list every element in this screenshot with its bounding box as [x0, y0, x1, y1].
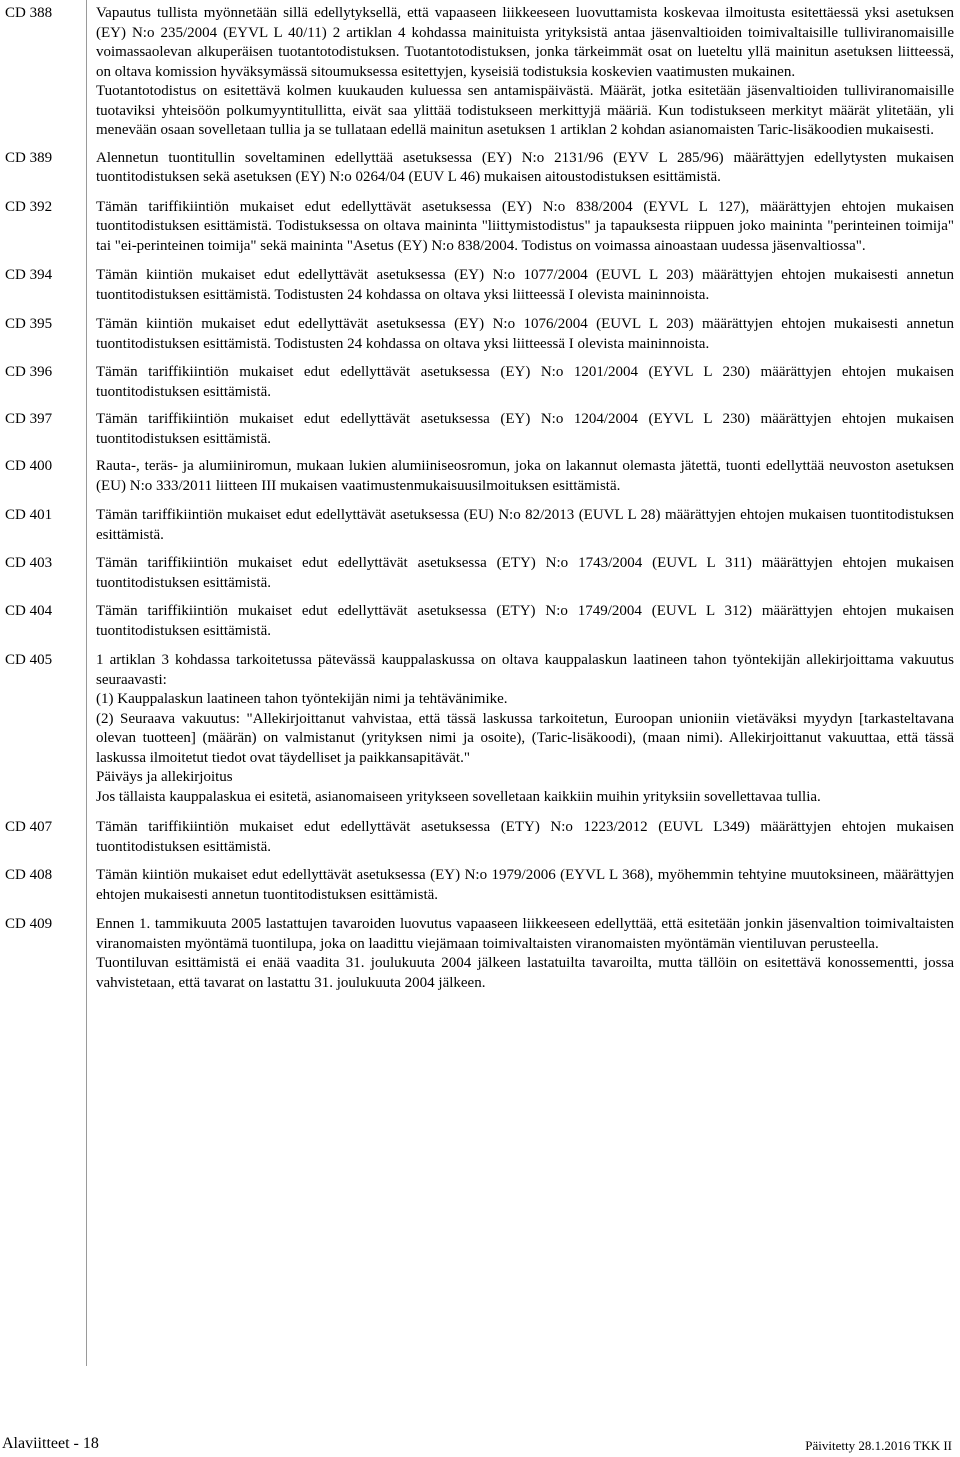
- footnote-paragraph: Tämän kiintiön mukaiset edut edellyttävät asetuksessa (EY) N:o 1077/2004 (EUVL L 203) määrättyjen ehtojen mukaisesti annetun tuontitodistuksen esittämistä. Todistusten 24 kohdassa on oltava yksi liitteessä I olevista maininnoista.: [96, 267, 954, 303]
- footnote-text: [86, 315, 960, 354]
- footnote-paragraph: Tämän tariffikiintiön mukaiset edut edellyttävät asetuksessa (ETY) N:o 1743/2004 (EUVL L 311) määrättyjen ehtojen mukaisen tuontitodistuksen esittämistä.: [96, 555, 954, 591]
- footnote-code: CD 392: [5, 198, 53, 215]
- footnote-entry: [0, 363, 960, 402]
- footnote-code: CD 408: [5, 867, 53, 883]
- footnote-text: [86, 410, 960, 449]
- footnote-entry: [0, 651, 960, 807]
- footnote-code: CD 389: [5, 149, 53, 166]
- footnote-entry: [0, 315, 960, 354]
- footnote-paragraph: (2) Seuraava vakuutus: "Allekirjoittanut vahvistaa, että tässä laskussa tarkoitetun, Euroopan unioniin vietäväksi myydyn [tarkasteltavana olevan tuotteen] (määrän) on valmistanut (yrityksen nimi ja osoite), (Taric-lisäkoodi), (maan nimi). Allekirjoittanut vakuuttaa, että tässä laskussa ilmoitetut tiedot ovat täydelliset ja paikkansapitävät.": [96, 710, 954, 766]
- footnote-text: [86, 198, 960, 257]
- footnote-code: CD 388: [5, 5, 53, 21]
- footnote-code: CD 403: [5, 555, 53, 571]
- footnote-code: CD 396: [5, 364, 53, 380]
- footnote-text: [86, 651, 960, 807]
- footnote-entry: [0, 554, 960, 593]
- footnote-entry: [0, 149, 960, 188]
- footnote-entry: [0, 915, 960, 993]
- footnote-paragraph: Ennen 1. tammikuuta 2005 lastattujen tavaroiden luovutus vapaaseen liikkeeseen edellyttää, että esitetään jonkin jäsenvaltion toimivaltaisten viranomaisten myöntämä tuontilupa, joka on laadittu viejämaan toimivaltaisten viranomaisten myöntämän vientiluvan perusteella.: [96, 916, 954, 952]
- footnote-code: CD 407: [5, 819, 53, 835]
- footnote-text: [86, 363, 960, 402]
- footnote-paragraph: Tämän kiintiön mukaiset edut edellyttävät asetuksessa (EY) N:o 1979/2006 (EYVL L 368), myöhemmin tehtyine muutoksineen, määrättyjen ehtojen mukaisesti annetun tuontitodistuksen esittämistä.: [96, 867, 954, 903]
- footnote-text: [86, 506, 960, 545]
- footnote-paragraph: 1 artiklan 3 kohdassa tarkoitetussa pätevässä kauppalaskussa on oltava kauppalaskun laatineen tahon työntekijän allekirjoittama vakuutus seuraavasti:: [96, 652, 954, 688]
- footnote-paragraph: Jos tällaista kauppalaskua ei esitetä, asianomaiseen yritykseen sovelletaan kaikkiin muihin yrityksiin sovellettavaa tullia.: [96, 788, 821, 805]
- footnote-paragraph: Tuontiluvan esittämistä ei enää vaadita 31. joulukuuta 2004 jälkeen lastatuilta tavaroilta, mutta tällöin on esitettävä konossementti, jossa vahvistetaan, että tavarat on lastattu 31. joulukuuta 2004 jälkeen.: [96, 955, 954, 991]
- footnote-text: [86, 602, 960, 641]
- footnote-text: [86, 266, 960, 305]
- footnote-entry: [0, 410, 960, 449]
- footnote-paragraph: Tämän tariffikiintiön mukaiset edut edellyttävät asetuksessa (EY) N:o 1201/2004 (EYVL L 230) määrättyjen ehtojen mukaisen tuontitodistuksen esittämistä.: [96, 364, 954, 400]
- footnote-text: [86, 915, 960, 993]
- footnote-code: CD 397: [5, 411, 53, 427]
- footnote-entry: [0, 506, 960, 545]
- footnote-entry: [0, 4, 960, 141]
- footnote-code: CD 395: [5, 316, 53, 332]
- footnote-code: CD 409: [5, 916, 53, 932]
- footnote-paragraph: Vapautus tullista myönnetään sillä edellytyksellä, että vapaaseen liikkeeseen luovuttamista koskevaa ilmoitusta esitettäessä yksi asetuksen (EY) N:o 235/2004 (EYVL L 40/11) 2 artiklan 4 kohdassa mainituista yrityksistä antaa jäsenvaltioiden toimivaltaisille tulliviranomaisille voimassaolevan alkuperäisen tuotantotodistuksen. Tuotantotodistuksen, jonka tärkeimmät osat on lueteltu yllä mainitun asetuksen liitteessä, on oltava komission hyväksymässä sitoumuksessa esitettyjen, kyseisiä todistuksia koskevien vaatimusten mukainen.: [96, 5, 954, 80]
- footnote-entry: [0, 198, 960, 257]
- footnote-paragraph: Tämän tariffikiintiön mukaiset edut edellyttävät asetuksessa (ETY) N:o 1749/2004 (EUVL L 312) määrättyjen ehtojen mukaisen tuontitodistuksen esittämistä.: [96, 603, 954, 639]
- footnote-entry: [0, 602, 960, 641]
- footer-updated-date: Päivitetty 28.1.2016 TKK II: [805, 1438, 952, 1453]
- footnote-entry: [0, 818, 960, 857]
- footnote-paragraph: (1) Kauppalaskun laatineen tahon työntekijän nimi ja tehtävänimike.: [96, 691, 508, 707]
- footnote-paragraph: Tämän tariffikiintiön mukaiset edut edellyttävät asetuksessa (EY) N:o 838/2004 (EYVL L 127), määrättyjen ehtojen mukaisen tuontitodistuksen esittämistä. Todistuksessa on oltava maininta "liittymistodistus" ja tapauksesta riippuen joko maininta "perinteinen toimija" tai "ei-perinteinen toimija" sekä maininta "Asetus (EY) N:o 838/2004. Todistus on voimassa ainoastaan uudessa jäsenvaltiossa".: [96, 198, 954, 254]
- footnote-paragraph: Tämän tariffikiintiön mukaiset edut edellyttävät asetuksessa (EU) N:o 82/2013 (EUVL L 28) määrättyjen ehtojen mukaisen tuontitodistuksen esittämistä.: [96, 507, 954, 543]
- footnote-paragraph: Päiväys ja allekirjoitus: [96, 769, 233, 785]
- footnote-entry: [0, 266, 960, 305]
- page-footer: [0, 1432, 960, 1456]
- footnote-code: CD 405: [5, 652, 53, 668]
- footnote-code: CD 404: [5, 603, 53, 619]
- footnote-code: CD 400: [5, 458, 53, 474]
- footnote-text: [86, 554, 960, 593]
- footnote-text: [86, 818, 960, 857]
- footnote-paragraph: Tämän kiintiön mukaiset edut edellyttävät asetuksessa (EY) N:o 1076/2004 (EUVL L 203) määrättyjen ehtojen mukaisesti annetun tuontitodistuksen esittämistä. Todistusten 24 kohdassa on oltava yksi liitteessä I olevista maininnoista.: [96, 316, 954, 352]
- footnote-text: [86, 149, 960, 188]
- footer-section-title: Alaviitteet - 18: [2, 1435, 99, 1452]
- footnote-text: [86, 866, 960, 905]
- footnote-entry: [0, 866, 960, 905]
- footnote-code: CD 394: [5, 267, 53, 283]
- footnote-paragraph: Alennetun tuontitullin soveltaminen edellyttää asetuksessa (EY) N:o 2131/96 (EYV L 285/96) määrättyjen edellytysten mukaisen tuontitodistuksen sekä asetuksen (EY) N:o 0264/04 (EUV L 46) mukaisen aitoustodistuksen esittämistä.: [96, 149, 954, 185]
- footnote-text: [86, 4, 960, 141]
- footnote-text: [86, 457, 960, 496]
- footnote-entry: [0, 457, 960, 496]
- footnote-paragraph: Tämän tariffikiintiön mukaiset edut edellyttävät asetuksessa (ETY) N:o 1223/2012 (EUVL L349) määrättyjen ehtojen mukaisen tuontitodistuksen esittämistä.: [96, 819, 954, 855]
- footnote-paragraph: Tämän tariffikiintiön mukaiset edut edellyttävät asetuksessa (EY) N:o 1204/2004 (EYVL L 230) määrättyjen ehtojen mukaisen tuontitodistuksen esittämistä.: [96, 411, 954, 447]
- footnote-list: [0, 4, 960, 993]
- footnote-paragraph: Tuotantotodistus on esitettävä kolmen kuukauden kuluessa sen antamispäivästä. Määrät, jotka esitetään jäsenvaltioiden tulliviranomaisille tuotaviksi yhteisöön polkumyyntitullitta, eivät saa ylittää todistukseen merkittyjä määriä. Kun todistukseen merkityt määrät ylitetään, yli menevään osaan sovelletaan tullia ja se tullataan edellä mainitun asetuksen 1 artiklan 2 kohdan asianomaisten Taric-lisäkoodien mukaisesti.: [96, 83, 954, 138]
- footnote-code: CD 401: [5, 507, 53, 523]
- footnote-paragraph: Rauta-, teräs- ja alumiiniromun, mukaan lukien alumiiniseosromun, joka on lakannut olemasta jätettä, tuonti edellyttää neuvoston asetuksen (EU) N:o 333/2011 liitteen III mukaisen vaatimustenmukaisuusilmoituksen esittämistä.: [96, 458, 954, 494]
